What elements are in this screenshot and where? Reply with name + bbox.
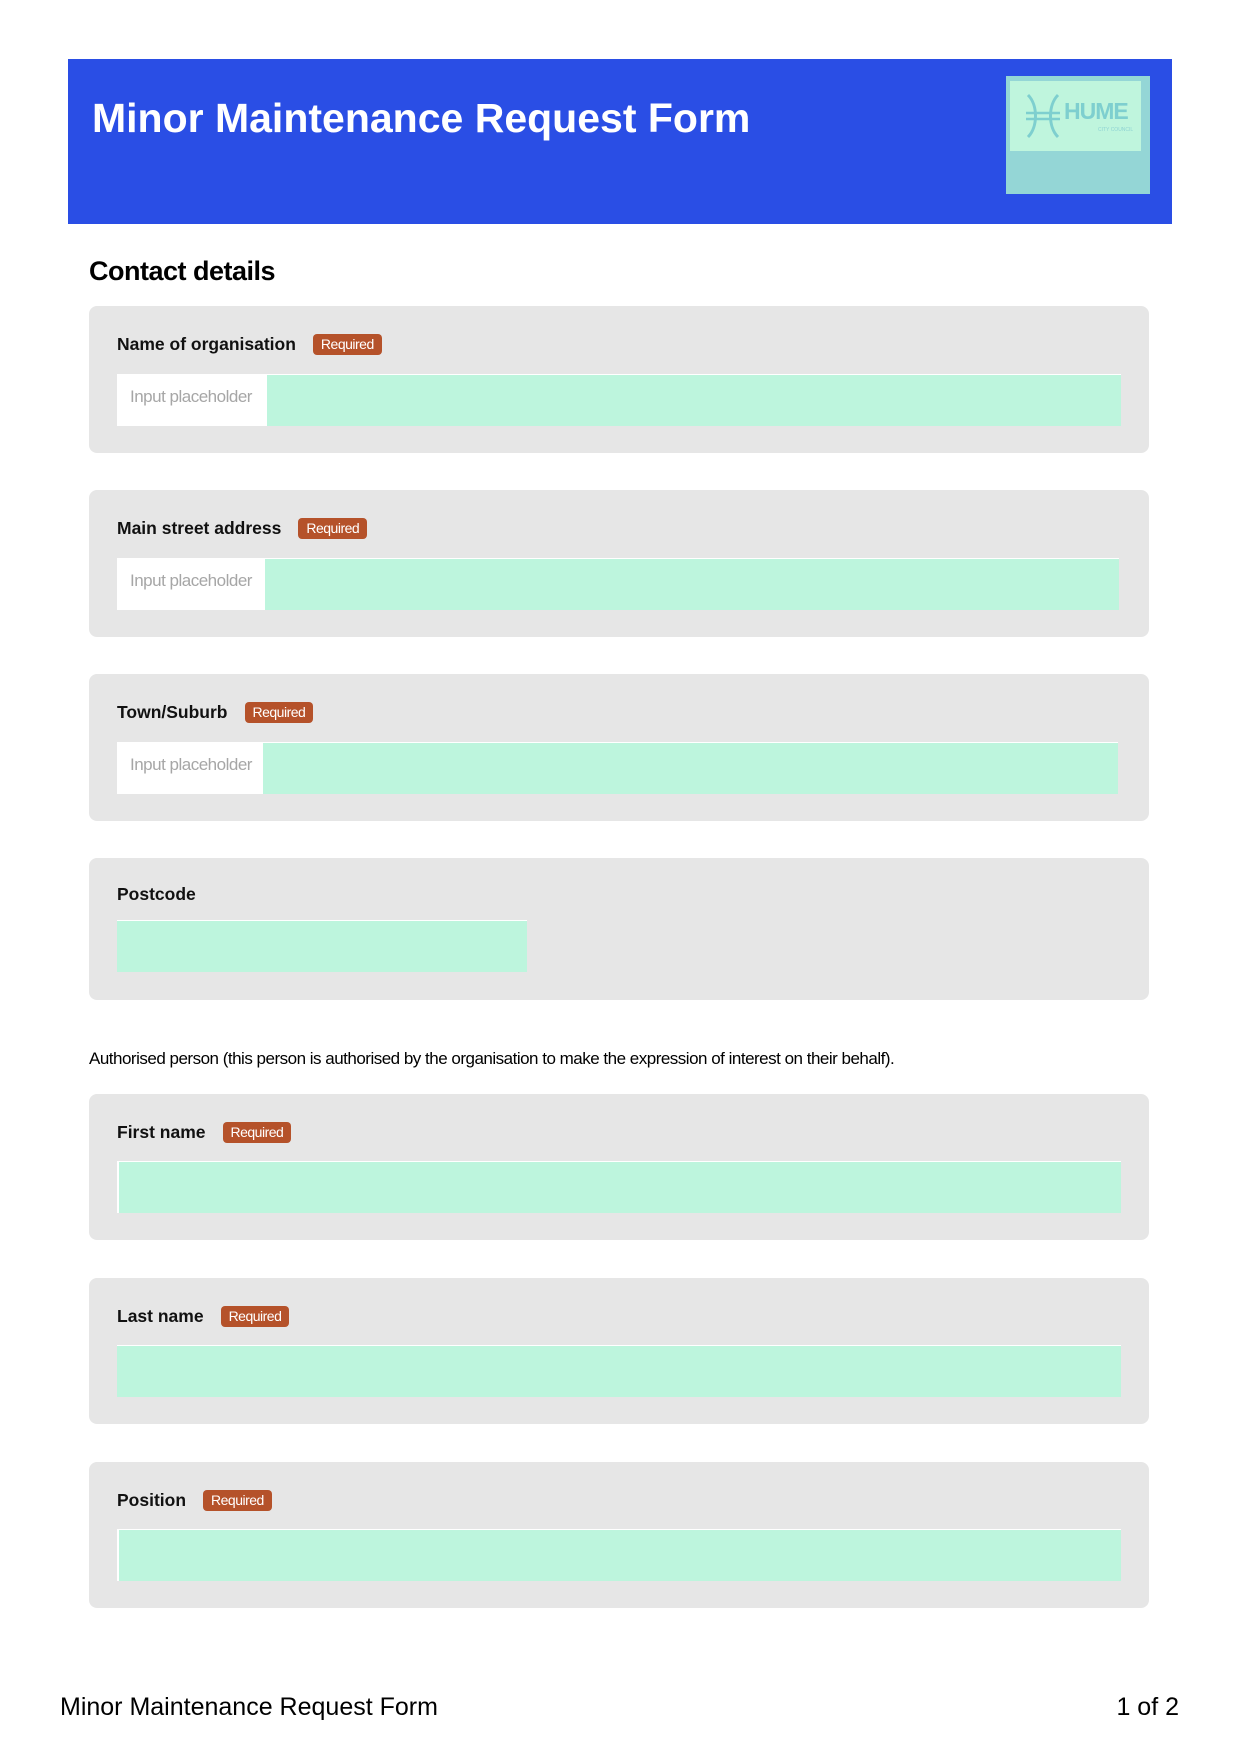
form-title: Minor Maintenance Request Form xyxy=(92,95,751,141)
required-badge: Required xyxy=(298,518,367,539)
field-label-row xyxy=(117,1490,272,1511)
field-label-row xyxy=(117,702,313,723)
last-name-field-card xyxy=(89,1278,1149,1424)
input-placeholder: Input placeholder xyxy=(117,559,265,610)
last-name-input[interactable] xyxy=(117,1345,1121,1397)
section-title: Contact details xyxy=(89,256,276,286)
field-label-row xyxy=(117,1306,289,1327)
input-edge xyxy=(117,1530,119,1581)
required-badge: Required xyxy=(313,334,382,355)
postcode-input[interactable] xyxy=(117,920,527,972)
street-address-field-card xyxy=(89,490,1149,637)
organisation-label: Name of organisation xyxy=(117,334,296,354)
postcode-label: Postcode xyxy=(117,884,196,904)
logo-wordmark: HUME xyxy=(1064,98,1128,124)
last-name-label: Last name xyxy=(117,1306,204,1326)
town-suburb-input[interactable] xyxy=(117,742,1118,794)
field-label-row xyxy=(117,518,367,539)
organisation-field-card xyxy=(89,306,1149,453)
first-name-label: First name xyxy=(117,1122,206,1142)
logo-inner xyxy=(1010,81,1141,151)
first-name-input[interactable] xyxy=(117,1161,1121,1213)
required-badge: Required xyxy=(245,702,314,723)
hume-logo-icon xyxy=(1024,91,1062,141)
input-placeholder: Input placeholder xyxy=(117,375,267,426)
required-badge: Required xyxy=(221,1306,290,1327)
position-field-card xyxy=(89,1462,1149,1608)
required-badge: Required xyxy=(223,1122,292,1143)
town-suburb-field-card xyxy=(89,674,1149,821)
logo-subtext: CITY COUNCIL xyxy=(1098,127,1134,133)
header-banner xyxy=(68,59,1172,224)
street-address-input[interactable] xyxy=(117,558,1119,610)
input-edge xyxy=(117,1162,119,1213)
field-label-row xyxy=(117,884,196,905)
town-suburb-label: Town/Suburb xyxy=(117,702,228,722)
council-logo xyxy=(1006,76,1150,194)
first-name-field-card xyxy=(89,1094,1149,1240)
input-placeholder: Input placeholder xyxy=(117,743,263,794)
page-number: 1 of 2 xyxy=(1116,1693,1179,1721)
authorised-person-note: Authorised person (this person is authorised by the organisation to make the expression of interest on their behalf). xyxy=(89,1049,895,1068)
organisation-input[interactable] xyxy=(117,374,1121,426)
position-label: Position xyxy=(117,1490,187,1510)
field-label-row xyxy=(117,1122,291,1143)
position-input[interactable] xyxy=(117,1529,1121,1581)
field-label-row xyxy=(117,334,382,355)
required-badge: Required xyxy=(203,1490,272,1511)
footer-title: Minor Maintenance Request Form xyxy=(60,1693,438,1721)
street-address-label: Main street address xyxy=(117,518,282,538)
postcode-field-card xyxy=(89,858,1149,1000)
